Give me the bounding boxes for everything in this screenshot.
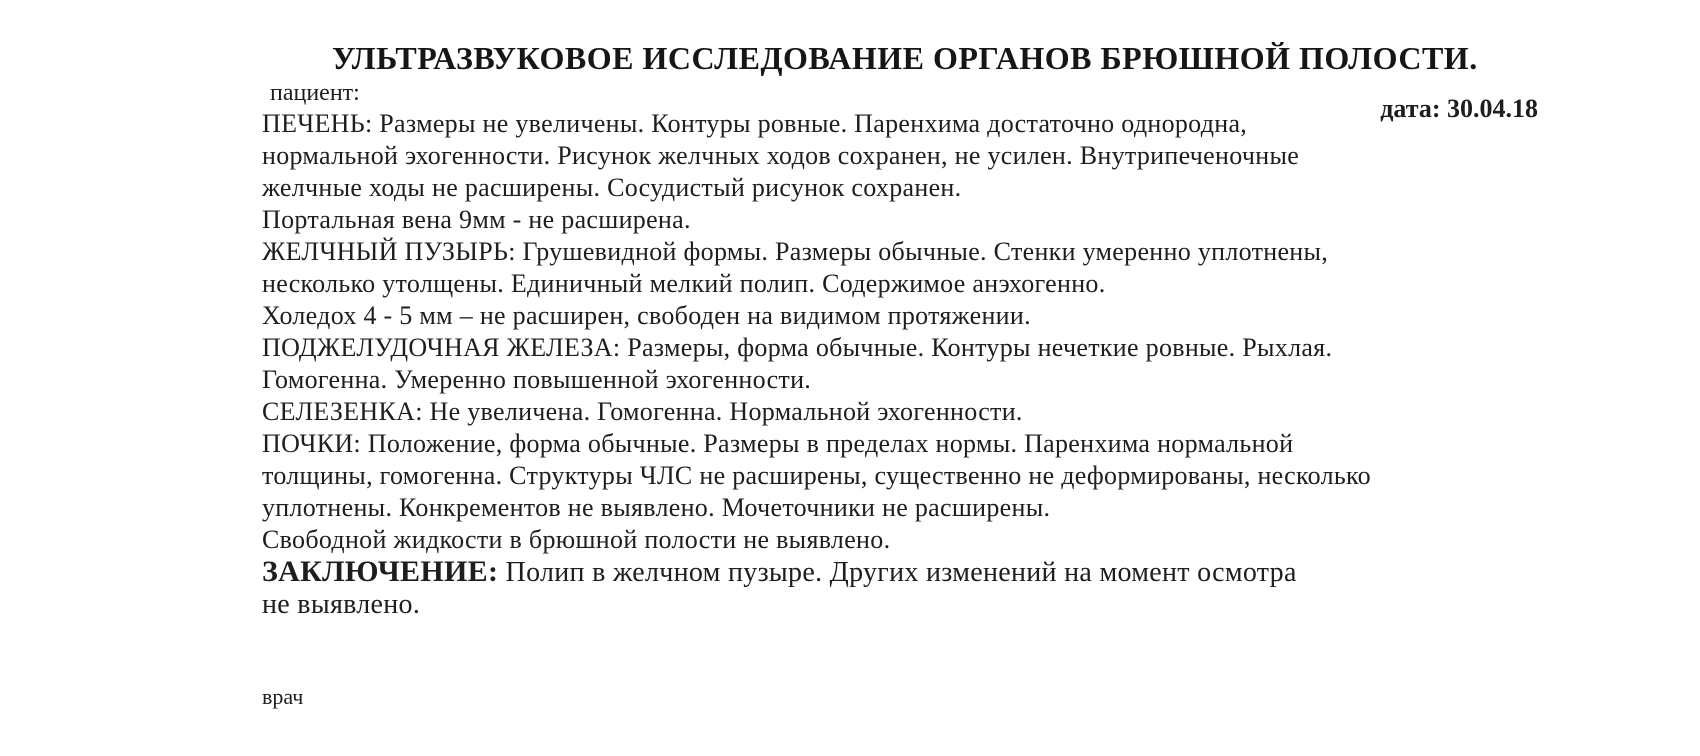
liver-line-2: нормальной эхогенности. Рисунок желчных ходов сохранен, не усилен. Внутрипеченочные: [262, 141, 1300, 170]
spleen-line: СЕЛЕЗЕНКА: Не увеличена. Гомогенна. Нормальной эхогенности.: [262, 397, 1023, 426]
choledochus-line: Холедох 4 - 5 мм – не расширен, свободен на видимом протяжении.: [262, 301, 1031, 330]
gallbladder-line-1: ЖЕЛЧНЫЙ ПУЗЫРЬ: Грушевидной формы. Размеры обычные. Стенки умеренно уплотнены,: [262, 237, 1329, 266]
pancreas-line-2: Гомогенна. Умеренно повышенной эхогенности.: [262, 365, 812, 394]
kidneys-line-2: толщины, гомогенна. Структуры ЧЛС не расширены, существенно не деформированы, несколько: [262, 461, 1371, 490]
report-body: [262, 108, 1602, 621]
pancreas-line-1: ПОДЖЕЛУДОЧНАЯ ЖЕЛЕЗА: Размеры, форма обычные. Контуры нечеткие ровные. Рыхлая.: [262, 333, 1333, 362]
doctor-label: врач: [262, 684, 304, 709]
gallbladder-line-2: несколько утолщены. Единичный мелкий полип. Содержимое анэхогенно.: [262, 269, 1106, 298]
report-date: дата: 30.04.18: [1380, 94, 1538, 123]
portal-vein-line: Портальная вена 9мм - не расширена.: [262, 205, 691, 234]
kidneys-line-1: ПОЧКИ: Положение, форма обычные. Размеры в пределах нормы. Паренхима нормальной: [262, 429, 1294, 458]
liver-line-1: ПЕЧЕНЬ: Размеры не увеличены. Контуры ровные. Паренхима достаточно однородна,: [262, 109, 1248, 138]
report-title: УЛЬТРАЗВУКОВОЕ ИССЛЕДОВАНИЕ ОРГАНОВ БРЮШНОЙ ПОЛОСТИ.: [332, 40, 1478, 76]
patient-label: пациент:: [270, 80, 360, 106]
conclusion-label: ЗАКЛЮЧЕНИЕ:: [262, 555, 499, 588]
kidneys-line-3: уплотнены. Конкрементов не выявлено. Мочеточники не расширены.: [262, 493, 1051, 522]
conclusion-text: Полип в желчном пузыре. Других изменений на момент осмотра: [498, 557, 1297, 588]
free-fluid-line: Свободной жидкости в брюшной полости не выявлено.: [262, 525, 891, 554]
conclusion-line-1: [262, 556, 1602, 589]
liver-line-3: желчные ходы не расширены. Сосудистый рисунок сохранен.: [262, 173, 962, 202]
conclusion-line-2: не выявлено.: [262, 589, 421, 620]
